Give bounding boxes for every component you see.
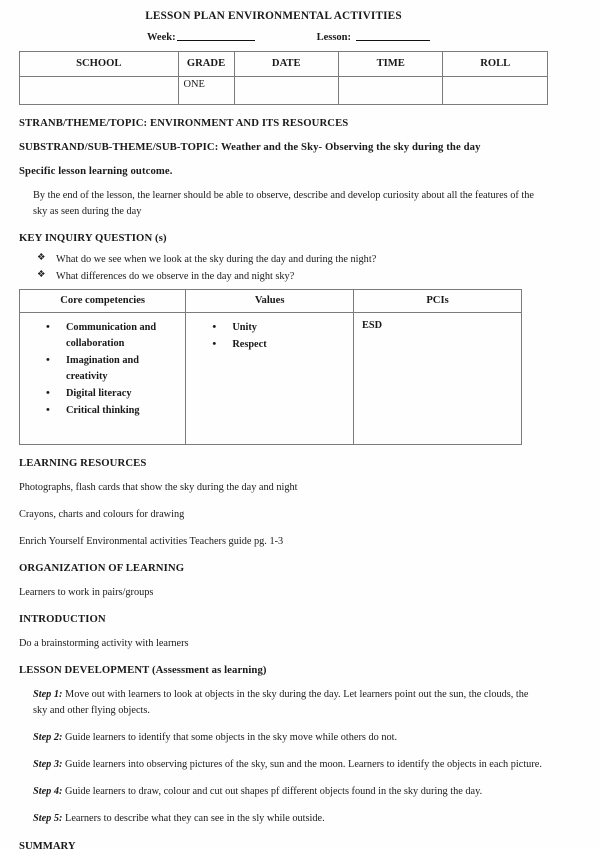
step-label: Step 1: [33,688,63,700]
step-text: Guide learners to draw, colour and cut out shapes pf different objects found in the sky during the day. [65,785,483,797]
step-label: Step 3: [33,758,63,770]
table-header-row [20,290,522,313]
bullet-icon: • [46,354,50,367]
column-header-roll: ROLL [443,52,548,77]
substrand-heading: SUBSTRAND/SUB-THEME/SUB-TOPIC: Weather and the Sky- Observing the sky during the day [19,141,481,153]
list-item [46,320,181,352]
bullet-icon: • [46,321,50,334]
cell-values [186,313,354,445]
values-list [190,320,349,353]
learning-resource-item: Crayons, charts and colours for drawing [19,509,185,521]
competency-values-pci-table [19,289,522,445]
lesson-step [33,757,548,773]
lesson-blank-field[interactable] [356,32,430,41]
lesson-step [33,687,548,719]
summary-heading: SUMMARY [19,839,76,852]
learning-outcome-heading: Specific lesson learning outcome. [19,165,173,177]
cell-school[interactable] [20,77,179,105]
key-inquiry-list [19,252,548,285]
table-row [20,313,522,445]
strand-heading: STRANB/THEME/TOPIC: ENVIRONMENT AND ITS RESOURCES [19,117,349,129]
step-label: Step 4: [33,785,63,797]
bullet-icon: • [46,387,50,400]
school-info-table [19,51,548,105]
list-item [212,320,349,336]
cell-roll[interactable] [443,77,548,105]
lesson-development-heading: LESSON DEVELOPMENT (Assessment as learning) [19,663,267,676]
key-inquiry-question: What do we see when we look at the sky during the day and during the night? [56,253,377,265]
cell-pcis [354,313,522,445]
diamond-bullet-icon: ❖ [37,270,46,281]
step-text: Guide learners into observing pictures of the sky, sun and the moon. Learners to identify the objects in each picture. [65,758,542,770]
step-label: Step 2: [33,731,63,743]
table-row [20,77,548,105]
organization-text: Learners to work in pairs/groups [19,587,154,599]
core-competency-label: Critical thinking [66,405,140,417]
bullet-icon: • [212,321,217,334]
list-item [37,252,548,269]
introduction-text: Do a brainstorming activity with learners [19,637,189,649]
column-header-pcis: PCIs [354,290,522,313]
list-item [46,353,181,385]
lesson-step [33,730,548,746]
core-competency-label: Imagination and creativity [66,355,139,383]
column-header-school: SCHOOL [20,52,179,77]
page-title: LESSON PLAN ENVIRONMENTAL ACTIVITIES [145,10,402,22]
column-header-grade: GRADE [178,52,234,77]
core-competency-list [24,320,181,419]
bullet-icon: • [212,338,217,351]
column-header-date: DATE [234,52,338,77]
column-header-core-competencies: Core competencies [20,290,186,313]
pci-label: ESD [362,320,383,332]
key-inquiry-heading: KEY INQUIRY QUESTION (s) [19,231,167,244]
list-item [46,403,181,419]
value-label: Respect [232,339,267,351]
step-label: Step 5: [33,812,63,824]
week-label: Week: [147,32,176,43]
core-competency-label: Communication and collaboration [66,322,157,350]
cell-date[interactable] [234,77,338,105]
value-label: Unity [232,322,257,334]
cell-grade[interactable]: ONE [178,77,234,105]
column-header-time: TIME [338,52,442,77]
key-inquiry-question: What differences do we observe in the day and night sky? [56,270,295,282]
list-item [212,337,349,353]
table-header-row [20,52,548,77]
spacer [255,32,317,43]
diamond-bullet-icon: ❖ [37,253,46,264]
lesson-step [33,784,548,800]
list-item [46,386,181,402]
cell-time[interactable] [338,77,442,105]
learning-resources-heading: LEARNING RESOURCES [19,457,147,470]
bullet-icon: • [46,404,50,417]
core-competency-label: Digital literacy [66,388,132,400]
learning-outcome-text: By the end of the lesson, the learner should be able to observe, describe and develop curiosity about all the features of the sky as seen during the day [33,190,534,217]
cell-core-competencies [20,313,186,445]
organization-heading: ORGANIZATION OF LEARNING [19,562,185,575]
introduction-heading: INTRODUCTION [19,612,106,625]
week-lesson-line [19,32,548,43]
lesson-label: Lesson: [316,32,352,43]
step-text: Learners to describe what they can see in the sly while outside. [65,812,325,824]
week-blank-field[interactable] [177,32,255,41]
list-item [37,269,548,286]
column-header-values: Values [186,290,354,313]
step-text: Move out with learners to look at objects in the sky during the day. Let learners point out the sun, the clouds, the sky and other flying objects. [33,688,529,716]
step-text: Guide learners to identify that some objects in the sky move while others do not. [65,731,398,743]
learning-resource-item: Enrich Yourself Environmental activities Teachers guide pg. 1-3 [19,536,284,548]
learning-resource-item: Photographs, flash cards that show the sky during the day and night [19,482,298,494]
lesson-step [33,811,548,827]
